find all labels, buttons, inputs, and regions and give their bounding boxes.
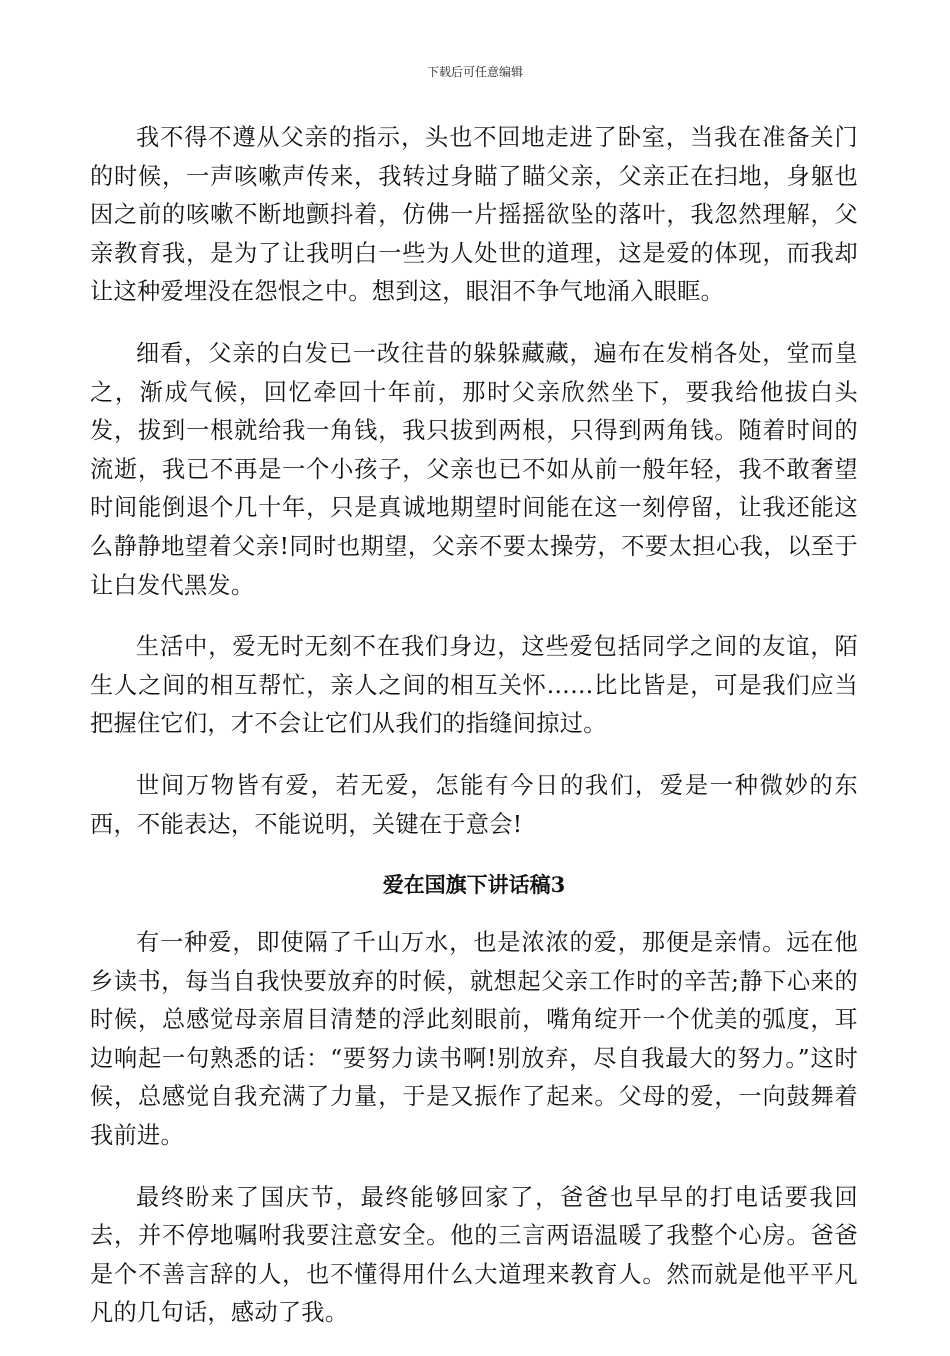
paragraph-white-hair: 细看，父亲的白发已一改往昔的躲躲藏藏，遍布在发梢各处，堂而皇之，渐成气候，回忆牵回十年前，那时父亲欣然坐下，要我给他拔白头发，拔到一根就给我一角钱，我只拔到两根，只得到两角钱。随着时间的流逝，我已不再是一个小孩子，父亲也已不如从前一般年轻，我不敢奢望时间能倒退个几十年，只是真诚地期望时间能在这一刻停留，让我还能这么静静地望着父亲!同时也期望，父亲不要太操劳，不要太担心我，以至于让白发代黑发。 xyxy=(90,339,858,599)
paragraph-family-love: 有一种爱，即使隔了千山万水，也是浓浓的爱，那便是亲情。远在他乡读书，每当自我快要放弃的时候，就想起父亲工作时的辛苦;静下心来的时候，总感觉母亲眉目清楚的浮此刻眼前，嘴角绽开一个优美的弧度，耳边响起一句熟悉的话：“要努力读书啊!别放弃，尽自我最大的努力。”这时候，总感觉自我充满了力量，于是又振作了起来。父母的爱，一向鼓舞着我前进。 xyxy=(90,929,858,1150)
page-header-note: 下载后可任意编辑 xyxy=(426,65,523,79)
paragraph-national-day: 最终盼来了国庆节，最终能够回家了，爸爸也早早的打电话要我回去，并不停地嘱咐我要注意安全。他的三言两语温暖了我整个心房。爸爸是个不善言辞的人，也不懂得用什么大道理来教育人。然而就是他平平凡凡的几句话，感动了我。 xyxy=(90,1183,858,1327)
paragraph-father-coughing: 我不得不遵从父亲的指示，头也不回地走进了卧室，当我在准备关门的时候，一声咳嗽声传来，我转过身瞄了瞄父亲，父亲正在扫地，身躯也因之前的咳嗽不断地颤抖着，仿佛一片摇摇欲坠的落叶，我忽然理解，父亲教育我，是为了让我明白一些为人处世的道理，这是爱的体现，而我却让这种爱埋没在怨恨之中。想到这，眼泪不争气地涌入眼眶。 xyxy=(90,124,858,306)
paragraph-love-in-life: 生活中，爱无时无刻不在我们身边，这些爱包括同学之间的友谊，陌生人之间的相互帮忙，亲人之间的相互关怀……比比皆是，可是我们应当把握住它们，才不会让它们从我们的指缝间掠过。 xyxy=(90,633,858,738)
paragraph-love-everywhere: 世间万物皆有爱，若无爱，怎能有今日的我们，爱是一种微妙的东西，不能表达，不能说明，关键在于意会! xyxy=(90,771,858,838)
section-title: 爱在国旗下讲话稿3 xyxy=(382,872,566,898)
document-body xyxy=(90,119,858,1356)
